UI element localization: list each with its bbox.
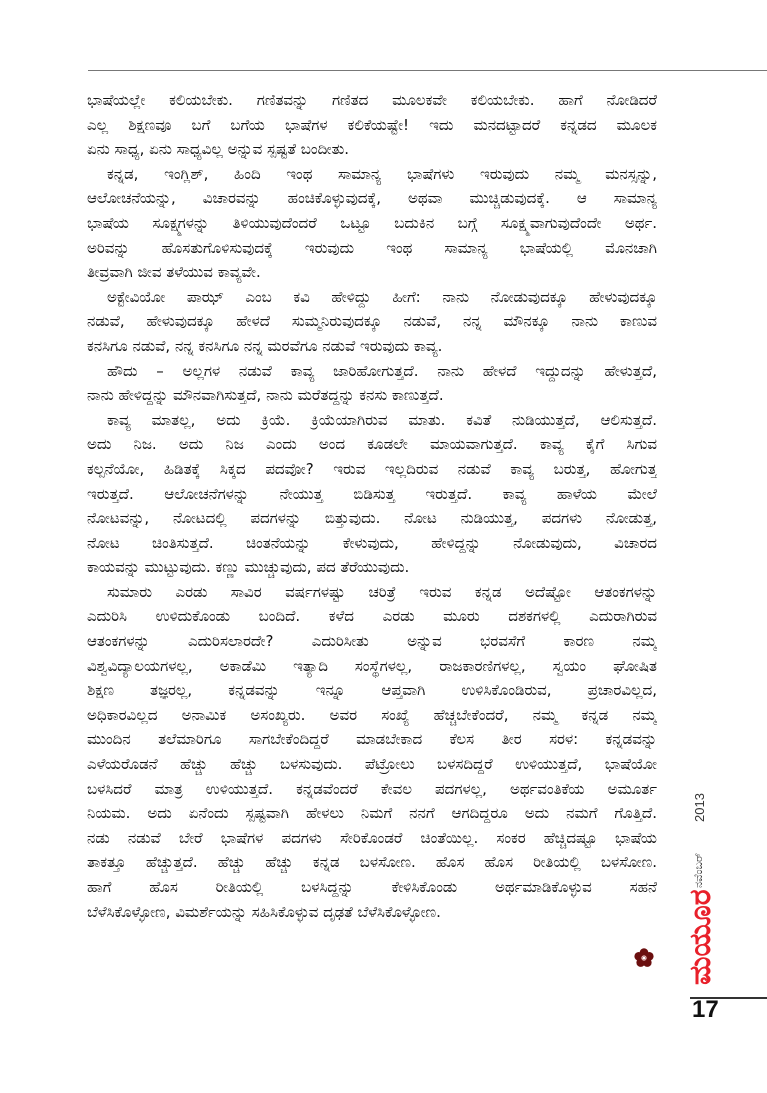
text-line: ಕನ್ನಡ, ಇಂಗ್ಲಿಶ್, ಹಿಂದಿ ಇಂಥ ಸಾಮಾನ್ಯ ಭಾಷೆಗಳು ಇರುವುದು ನಮ್ಮ ಮನಸ್ಸನ್ನು, (107, 164, 657, 183)
text-line: ಎಳೆಯರೊಡನೆ ಹೆಚ್ಚು ಹೆಚ್ಚು ಬಳಸುವುದು. ಪೆಟ್ರೋಲು ಬಳಸದಿದ್ದರೆ ಉಳಿಯುತ್ತದೆ, ಭಾಷೆಯೋ (87, 755, 657, 774)
text-line: ಮುಂದಿನ ತಲೆಮಾರಿಗೂ ಸಾಗಬೇಕೆಂದಿದ್ದರೆ ಮಾಡಬೇಕಾದ ಕೆಲಸ ತೀರ ಸರಳ: ಕನ್ನಡವನ್ನು (87, 730, 657, 749)
text-line: ಹಾಗೆ ಹೊಸ ರೀತಿಯಲ್ಲಿ ಬಳಸಿದ್ದನ್ನು ಕೇಳಿಸಿಕೊಂಡು ಅರ್ಥಮಾಡಿಕೊಳ್ಳುವ ಸಹನೆ (87, 878, 657, 896)
text-line: ಕನಸಿಗೂ ನಡುವೆ, ನನ್ನ ಕನಸಿಗೂ ನನ್ನ ಮರವೆಗೂ ನಡುವೆ ಇರುವುದು ಕಾವ್ಯ. (87, 336, 443, 355)
text-line: ವಿಶ್ವವಿದ್ಯಾಲಯಗಳಲ್ಲ, ಅಕಾಡೆಮಿ ಇತ್ಯಾದಿ ಸಂಸ್ಥೆಗಳಲ್ಲ, ರಾಜಕಾರಣಿಗಳಲ್ಲ, ಸ್ವಯಂ ಘೋಷಿತ (87, 656, 657, 675)
text-line: ಎಲ್ಲ ಶಿಕ್ಷಣವೂ ಬಗೆ ಬಗೆಯ ಭಾಷೆಗಳ ಕಲಿಕೆಯಷ್ಟೇ! ಇದು ಮನದಟ್ಟಾದರೆ ಕನ್ನಡದ ಮೂಲಕ (87, 115, 657, 134)
text-line: ಹೌದು – ಅಲ್ಲಗಳ ನಡುವೆ ಕಾವ್ಯ ಜಾರಿಹೋಗುತ್ತದೆ. ನಾನು ಹೇಳದೆ ಇದ್ದುದನ್ನು ಹೇಳುತ್ತದೆ, (107, 361, 657, 380)
text-line: ಸುಮಾರು ಎರಡು ಸಾವಿರ ವರ್ಷಗಳಷ್ಟು ಚರಿತ್ರೆ ಇರುವ ಕನ್ನಡ ಅದೆಷ್ಟೋ ಆತಂಕಗಳನ್ನು (107, 582, 657, 601)
text-line: ಕಲ್ಪನೆಯೋ, ಹಿಡಿತಕ್ಕೆ ಸಿಕ್ಕದ ಪದವೋ? ಇರುವ ಇಲ್ಲದಿರುವ ನಡುವೆ ಕಾವ್ಯ ಬರುತ್ತ, ಹೋಗುತ್ತ (87, 459, 657, 478)
text-line: ಅದು ನಿಜ. ಅದು ನಿಜ ಎಂದು ಅಂದ ಕೂಡಲೇ ಮಾಯವಾಗುತ್ತದೆ. ಕಾವ್ಯ ಕೈಗೆ ಸಿಗುವ (87, 435, 657, 454)
text-line: ಭಾಷೆಯ ಸೂಕ್ಷ್ಮಗಳನ್ನು ತಿಳಿಯುವುದೆಂದರೆ ಒಟ್ಟೂ ಬದುಕಿನ ಬಗ್ಗೆ ಸೂಕ್ಷ್ಮವಾಗುವುದೆಂದೇ ಅರ್ಥ. (87, 213, 657, 232)
text-line: ತೀವ್ರವಾಗಿ ಜೀವ ತಳೆಯುವ ಕಾವ್ಯವೇ. (87, 263, 261, 282)
text-line: ನಾನು ಹೇಳಿದ್ದನ್ನು ಮೌನವಾಗಿಸುತ್ತದೆ, ನಾನು ಮರೆತದ್ದನ್ನು ಕನಸು ಕಾಣುತ್ತದೆ. (87, 386, 444, 405)
text-line: ಏನು ಸಾಧ್ಯ, ಏನು ಸಾಧ್ಯವಿಲ್ಲ ಅನ್ನುವ ಸ್ಪಷ್ಟತೆ ಬಂದೀತು. (87, 140, 350, 159)
header-rule (88, 70, 767, 71)
text-line: ಇರುತ್ತದೆ. ಆಲೋಚನೆಗಳನ್ನು ನೇಯುತ್ತ ಬಿಡಿಸುತ್ತ ಇರುತ್ತದೆ. ಕಾವ್ಯ ಹಾಳೆಯ ಮೇಲೆ (87, 484, 657, 503)
text-line: ಬೆಳೆಸಿಕೊಳ್ಳೋಣ, ವಿಮರ್ಶೆಯನ್ನು ಸಹಿಸಿಕೊಳ್ಳುವ ದೃಢತೆ ಬೆಳೆಸಿಕೊಳ್ಳೋಣ. (87, 902, 441, 921)
text-line: ಆತಂಕಗಳನ್ನು ಎದುರಿಸಲಾರದೇ? ಎದುರಿಸೀತು ಅನ್ನುವ ಭರವಸೆಗೆ ಕಾರಣ ನಮ್ಮ (87, 632, 657, 651)
flower-icon (634, 948, 654, 968)
issue-month: ನವೆಂಬರ್ (692, 852, 705, 888)
text-line: ನಡುವೆ, ಹೇಳುವುದಕ್ಕೂ ಹೇಳದೆ ಸುಮ್ಮನಿರುವುದಕ್ಕೂ ನಡುವೆ, ನನ್ನ ಮೌನಕ್ಕೂ ನಾನು ಕಾಣುವ (87, 312, 657, 331)
text-line: ತಾಕತ್ತೂ ಹೆಚ್ಚುತ್ತದೆ. ಹೆಚ್ಚು ಹೆಚ್ಚು ಕನ್ನಡ ಬಳಸೋಣ. ಹೊಸ ಹೊಸ ರೀತಿಯಲ್ಲಿ ಬಳಸೋಣ. (87, 853, 657, 872)
text-line: ಅಕ್ಟೇವಿಯೋ ಪಾಝ್ ಎಂಬ ಕವಿ ಹೇಳಿದ್ದು ಹೀಗೆ: ನಾನು ನೋಡುವುದಕ್ಕೂ ಹೇಳುವುದಕ್ಕೂ (107, 287, 657, 306)
text-line: ಆಲೋಚನೆಯನ್ನು, ವಿಚಾರವನ್ನು ಹಂಚಿಕೊಳ್ಳುವುದಕ್ಕೆ, ಅಥವಾ ಮುಚ್ಚಿಡುವುದಕ್ಕೆ. ಆ ಸಾಮಾನ್ಯ (87, 189, 657, 208)
text-line: ನಿಯಮ. ಅದು ಏನೆಂದು ಸ್ಪಷ್ಟವಾಗಿ ಹೇಳಲು ನಿಮಗೆ ನನಗೆ ಆಗದಿದ್ದರೂ ಅದು ನಮಗೆ ಗೊತ್ತಿದೆ. (87, 804, 657, 823)
text-line: ನೋಟ ಚಿಂತಿಸುತ್ತದೆ. ಚಿಂತನೆಯನ್ನು ಕೇಳುವುದು, ಹೇಳಿದ್ದನ್ನು ನೋಡುವುದು, ವಿಚಾರದ (87, 533, 657, 552)
text-line: ಎದುರಿಸಿ ಉಳಿದುಕೊಂಡು ಬಂದಿದೆ. ಕಳೆದ ಎರಡು ಮೂರು ದಶಕಗಳಲ್ಲಿ ಎದುರಾಗಿರುವ (87, 607, 657, 626)
magazine-logo: ಮಯೂರ (683, 889, 718, 985)
text-line: ಅರಿವನ್ನು ಹೊಸತುಗೊಳಿಸುವುದಕ್ಕೆ ಇರುವುದು ಇಂಥ ಸಾಮಾನ್ಯ ಭಾಷೆಯಲ್ಲಿ ಮೊನಚಾಗಿ (87, 238, 657, 257)
issue-year: 2013 (692, 793, 707, 822)
magazine-sidebar (680, 760, 740, 990)
text-line: ನಡು ನಡುವೆ ಬೇರೆ ಭಾಷೆಗಳ ಪದಗಳು ಸೇರಿಕೊಂಡರೆ ಚಿಂತೆಯಿಲ್ಲ. ಸಂಕರ ಹೆಚ್ಚಿದಷ್ಟೂ ಭಾಷೆಯ (87, 828, 657, 847)
text-line: ಕಾಯವನ್ನು ಮುಟ್ಟುವುದು. ಕಣ್ಣು ಮುಚ್ಚುವುದು, ಪದ ತೆರೆಯುವುದು. (87, 558, 410, 577)
page-number: 17 (692, 996, 719, 1023)
text-line: ಅಧಿಕಾರವಿಲ್ಲದ ಅನಾಮಿಕ ಅಸಂಖ್ಯರು. ಅವರ ಸಂಖ್ಯೆ ಹೆಚ್ಚಬೇಕೆಂದರೆ, ನಮ್ಮ ಕನ್ನಡ ನಮ್ಮ (87, 705, 657, 724)
text-line: ಬಳಸಿದರೆ ಮಾತ್ರ ಉಳಿಯುತ್ತದೆ. ಕನ್ನಡವೆಂದರೆ ಕೇವಲ ಪದಗಳಲ್ಲ, ಅರ್ಥವಂತಿಕೆಯ ಅಮೂರ್ತ (87, 779, 657, 798)
text-line: ಕಾವ್ಯ ಮಾತಲ್ಲ, ಅದು ಕ್ರಿಯೆ. ಕ್ರಿಯೆಯಾಗಿರುವ ಮಾತು. ಕವಿತೆ ನುಡಿಯುತ್ತದೆ, ಆಲಿಸುತ್ತದೆ. (107, 410, 657, 429)
text-line: ಭಾಷೆಯಲ್ಲೇ ಕಲಿಯಬೇಕು. ಗಣಿತವನ್ನು ಗಣಿತದ ಮೂಲಕವೇ ಕಲಿಯಬೇಕು. ಹಾಗೆ ನೋಡಿದರೆ (87, 91, 657, 109)
article-body (87, 88, 657, 924)
text-line: ನೋಟವನ್ನು, ನೋಟದಲ್ಲಿ ಪದಗಳನ್ನು ಬಿತ್ತುವುದು. ನೋಟ ನುಡಿಯುತ್ತ, ಪದಗಳು ನೋಡುತ್ತ, (87, 509, 657, 528)
text-line: ಶಿಕ್ಷಣ ತಜ್ಞರಲ್ಲ, ಕನ್ನಡವನ್ನು ಇನ್ನೂ ಆಪ್ತವಾಗಿ ಉಳಿಸಿಕೊಂಡಿರುವ, ಪ್ರಚಾರವಿಲ್ಲದ, (87, 681, 657, 700)
